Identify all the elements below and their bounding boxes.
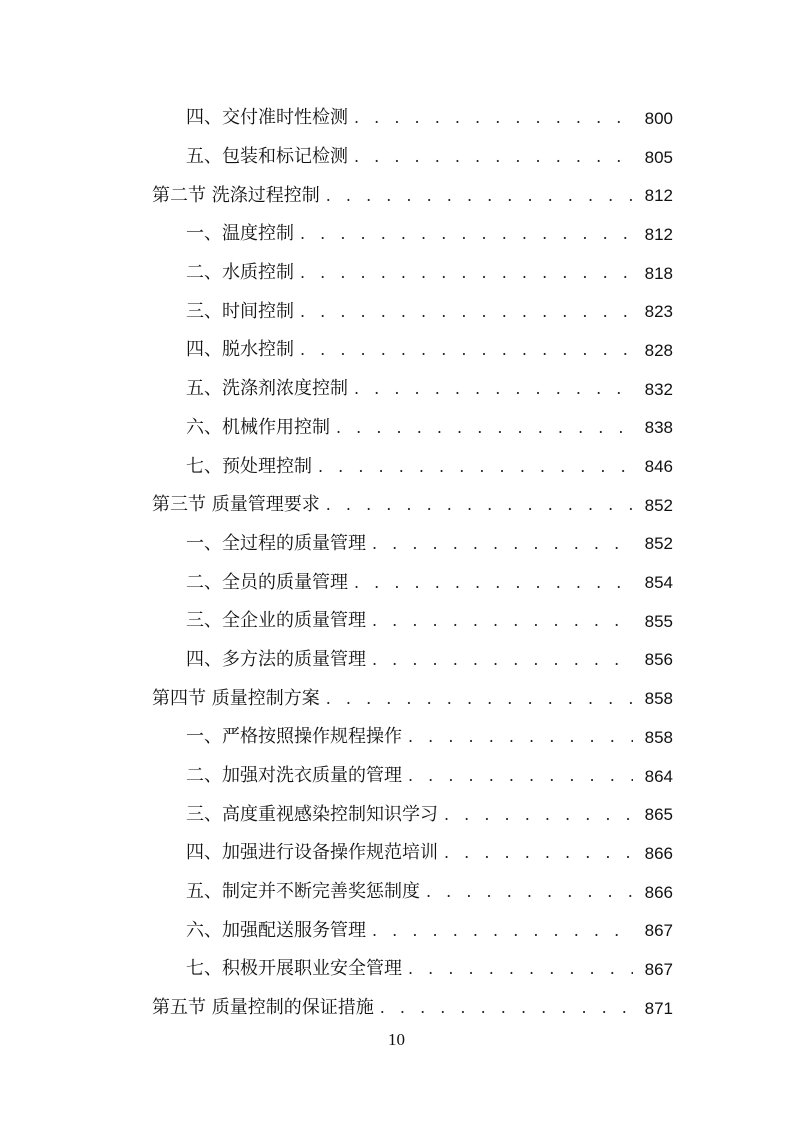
toc-dot-leader — [408, 961, 633, 977]
toc-entry-page-number: 823 — [644, 302, 673, 322]
toc-entry-page-number: 858 — [644, 727, 673, 747]
toc-dot-leader — [300, 265, 633, 281]
toc-entry-label: 四、加强进行设备操作规范培训 — [186, 842, 438, 864]
toc-entry-label: 一、温度控制 — [186, 223, 294, 245]
toc-dot-leader — [354, 575, 633, 591]
toc-entry-label: 第四节 质量控制方案 — [152, 687, 320, 709]
toc-dot-leader — [408, 768, 633, 784]
toc-subsection-entry[interactable] — [0, 138, 793, 177]
toc-subsection-entry[interactable] — [0, 370, 793, 409]
toc-entry-label: 第二节 洗涤过程控制 — [152, 184, 320, 206]
toc-entry-page-number: 866 — [644, 843, 673, 863]
toc-dot-leader — [444, 807, 633, 823]
toc-entry-label: 六、机械作用控制 — [186, 416, 330, 438]
toc-section-entry[interactable] — [0, 679, 793, 718]
toc-entry-page-number: 865 — [644, 805, 673, 825]
toc-dot-leader — [372, 536, 633, 552]
toc-subsection-entry[interactable] — [0, 602, 793, 641]
toc-dot-leader — [408, 729, 633, 745]
toc-subsection-entry[interactable] — [0, 834, 793, 873]
toc-entry-page-number: 828 — [644, 340, 673, 360]
toc-entry-page-number: 866 — [644, 882, 673, 902]
toc-entry-label: 三、时间控制 — [186, 300, 294, 322]
toc-entry-label: 五、制定并不断完善奖惩制度 — [186, 881, 420, 903]
toc-entry-label: 七、预处理控制 — [186, 455, 312, 477]
toc-subsection-entry[interactable] — [0, 950, 793, 989]
toc-dot-leader — [300, 304, 633, 320]
toc-section-entry[interactable] — [0, 176, 793, 215]
toc-entry-page-number: 858 — [644, 689, 673, 709]
toc-entry-page-number: 812 — [644, 224, 673, 244]
toc-entry-label: 第三节 质量管理要求 — [152, 494, 320, 516]
toc-dot-leader — [372, 923, 633, 939]
toc-entry-page-number: 871 — [644, 998, 673, 1018]
toc-dot-leader — [326, 188, 633, 204]
toc-dot-leader — [326, 497, 633, 513]
toc-entry-page-number: 856 — [644, 650, 673, 670]
toc-entry-label: 四、多方法的质量管理 — [186, 648, 366, 670]
toc-entry-label: 第五节 质量控制的保证措施 — [152, 997, 374, 1019]
toc-dot-leader — [444, 845, 633, 861]
toc-entry-label: 四、交付准时性检测 — [186, 107, 348, 129]
toc-entry-page-number: 867 — [644, 959, 673, 979]
toc-subsection-entry[interactable] — [0, 873, 793, 912]
toc-entry-label: 二、加强对洗衣质量的管理 — [186, 765, 402, 787]
toc-entry-page-number: 854 — [644, 573, 673, 593]
toc-dot-leader — [300, 226, 633, 242]
toc-dot-leader — [354, 381, 633, 397]
toc-subsection-entry[interactable] — [0, 99, 793, 138]
toc-subsection-entry[interactable] — [0, 215, 793, 254]
toc-entry-page-number: 846 — [644, 457, 673, 477]
toc-dot-leader — [372, 652, 633, 668]
toc-entry-page-number: 864 — [644, 766, 673, 786]
toc-entry-label: 二、水质控制 — [186, 262, 294, 284]
toc-entry-page-number: 818 — [644, 263, 673, 283]
toc-dot-leader — [336, 420, 633, 436]
toc-dot-leader — [380, 1000, 633, 1016]
toc-entry-label: 六、加强配送服务管理 — [186, 919, 366, 941]
toc-entry-page-number: 852 — [644, 495, 673, 515]
toc-dot-leader — [426, 884, 633, 900]
toc-subsection-entry[interactable] — [0, 409, 793, 448]
toc-subsection-entry[interactable] — [0, 447, 793, 486]
toc-subsection-entry[interactable] — [0, 563, 793, 602]
page-number: 10 — [388, 1030, 405, 1049]
table-of-contents — [0, 99, 793, 1028]
toc-entry-label: 三、全企业的质量管理 — [186, 610, 366, 632]
toc-subsection-entry[interactable] — [0, 795, 793, 834]
toc-entry-label: 三、高度重视感染控制知识学习 — [186, 803, 438, 825]
toc-subsection-entry[interactable] — [0, 525, 793, 564]
toc-section-entry[interactable] — [0, 989, 793, 1028]
toc-subsection-entry[interactable] — [0, 292, 793, 331]
toc-dot-leader — [372, 613, 633, 629]
toc-entry-label: 五、洗涤剂浓度控制 — [186, 378, 348, 400]
toc-section-entry[interactable] — [0, 486, 793, 525]
toc-entry-label: 二、全员的质量管理 — [186, 571, 348, 593]
toc-entry-label: 四、脱水控制 — [186, 339, 294, 361]
toc-subsection-entry[interactable] — [0, 757, 793, 796]
toc-dot-leader — [354, 110, 633, 126]
toc-dot-leader — [354, 149, 633, 165]
toc-subsection-entry[interactable] — [0, 254, 793, 293]
toc-entry-label: 五、包装和标记检测 — [186, 146, 348, 168]
toc-entry-page-number: 812 — [644, 186, 673, 206]
toc-subsection-entry[interactable] — [0, 718, 793, 757]
toc-entry-page-number: 838 — [644, 418, 673, 438]
toc-entry-page-number: 867 — [644, 921, 673, 941]
toc-entry-page-number: 855 — [644, 611, 673, 631]
toc-entry-page-number: 832 — [644, 379, 673, 399]
toc-entry-page-number: 805 — [644, 147, 673, 167]
toc-subsection-entry[interactable] — [0, 331, 793, 370]
toc-dot-leader — [326, 691, 633, 707]
toc-subsection-entry[interactable] — [0, 911, 793, 950]
toc-subsection-entry[interactable] — [0, 641, 793, 680]
toc-dot-leader — [300, 342, 633, 358]
toc-entry-page-number: 800 — [644, 108, 673, 128]
toc-entry-label: 七、积极开展职业安全管理 — [186, 958, 402, 980]
toc-entry-label: 一、严格按照操作规程操作 — [186, 726, 402, 748]
toc-entry-label: 一、全过程的质量管理 — [186, 532, 366, 554]
toc-entry-page-number: 852 — [644, 534, 673, 554]
toc-dot-leader — [318, 459, 633, 475]
